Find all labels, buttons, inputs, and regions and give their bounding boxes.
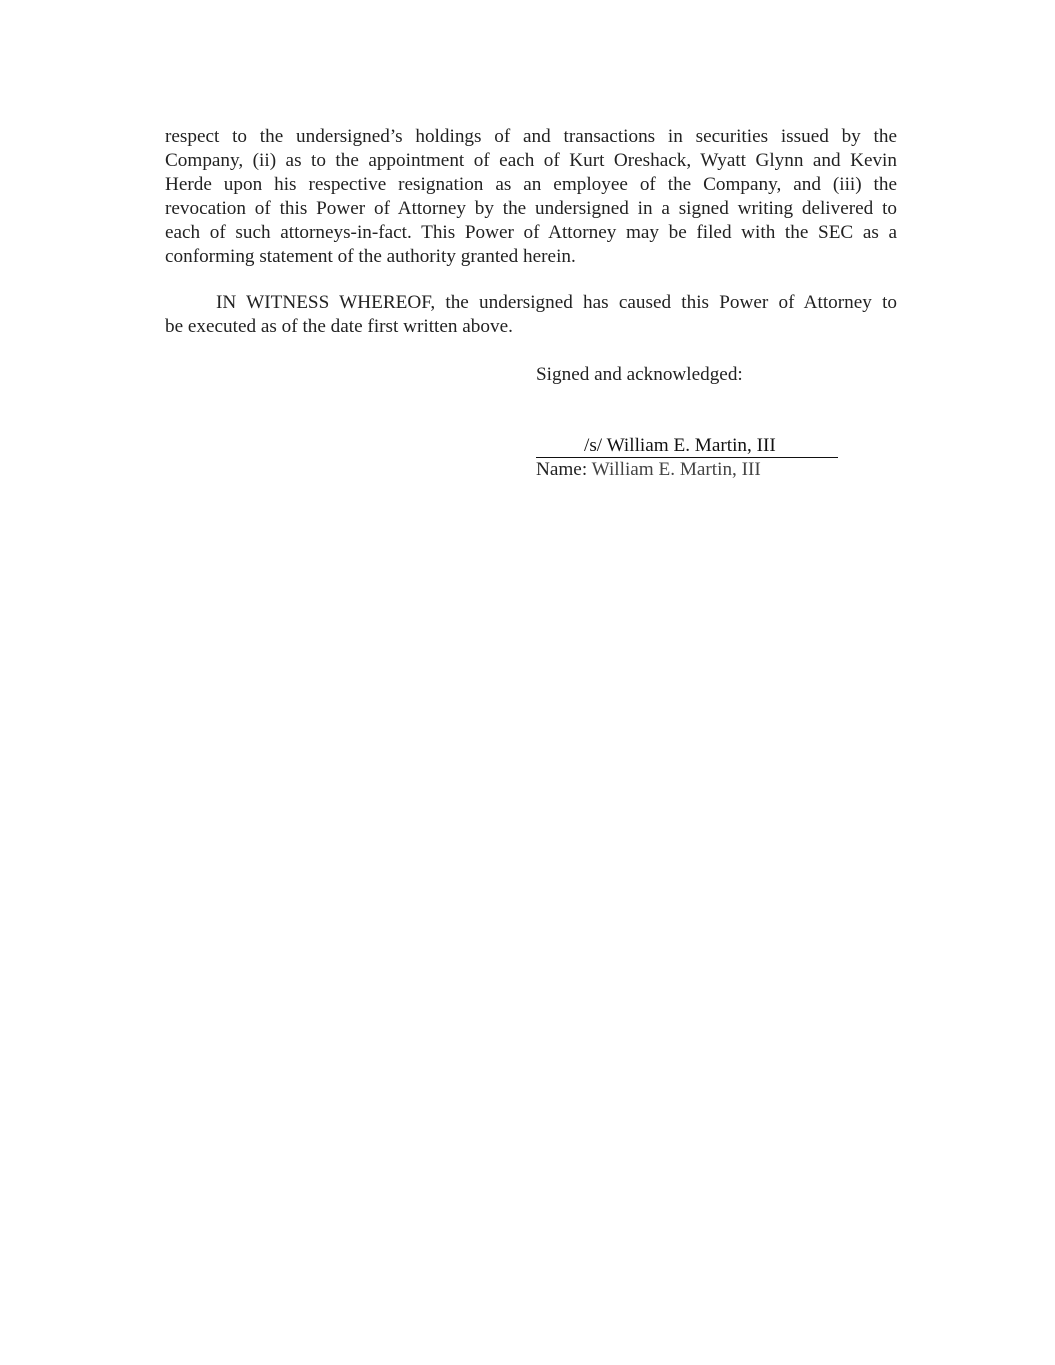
name-value: William E. Martin, III	[591, 459, 761, 480]
paragraph-line: IN WITNESS WHEREOF, the undersigned has caused this Power of Attorney to	[216, 292, 897, 313]
paragraph-witness	[165, 291, 897, 339]
name-label: Name:	[536, 459, 588, 480]
paragraph-line: Company, (ii) as to the appointment of each of Kurt Oreshack, Wyatt Glynn and Kevin	[165, 150, 897, 171]
paragraph-line: Herde upon his respective resignation as an employee of the Company, and (iii) the	[165, 174, 897, 195]
paragraph-line: each of such attorneys-in-fact. This Power of Attorney may be filed with the SEC as a	[165, 222, 897, 243]
signer-name-line	[536, 458, 761, 482]
paragraph-line: conforming statement of the authority granted herein.	[165, 246, 576, 267]
signature-line	[536, 434, 838, 458]
paragraph-line: be executed as of the date first written above.	[165, 316, 513, 337]
paragraph-line: revocation of this Power of Attorney by the undersigned in a signed writing delivered to	[165, 198, 897, 219]
paragraph-authority	[165, 125, 897, 269]
signed-acknowledged-label: Signed and acknowledged:	[536, 364, 743, 385]
paragraph-line: respect to the undersigned’s holdings of and transactions in securities issued by the	[165, 126, 897, 147]
signature-text: /s/ William E. Martin, III	[536, 435, 838, 458]
